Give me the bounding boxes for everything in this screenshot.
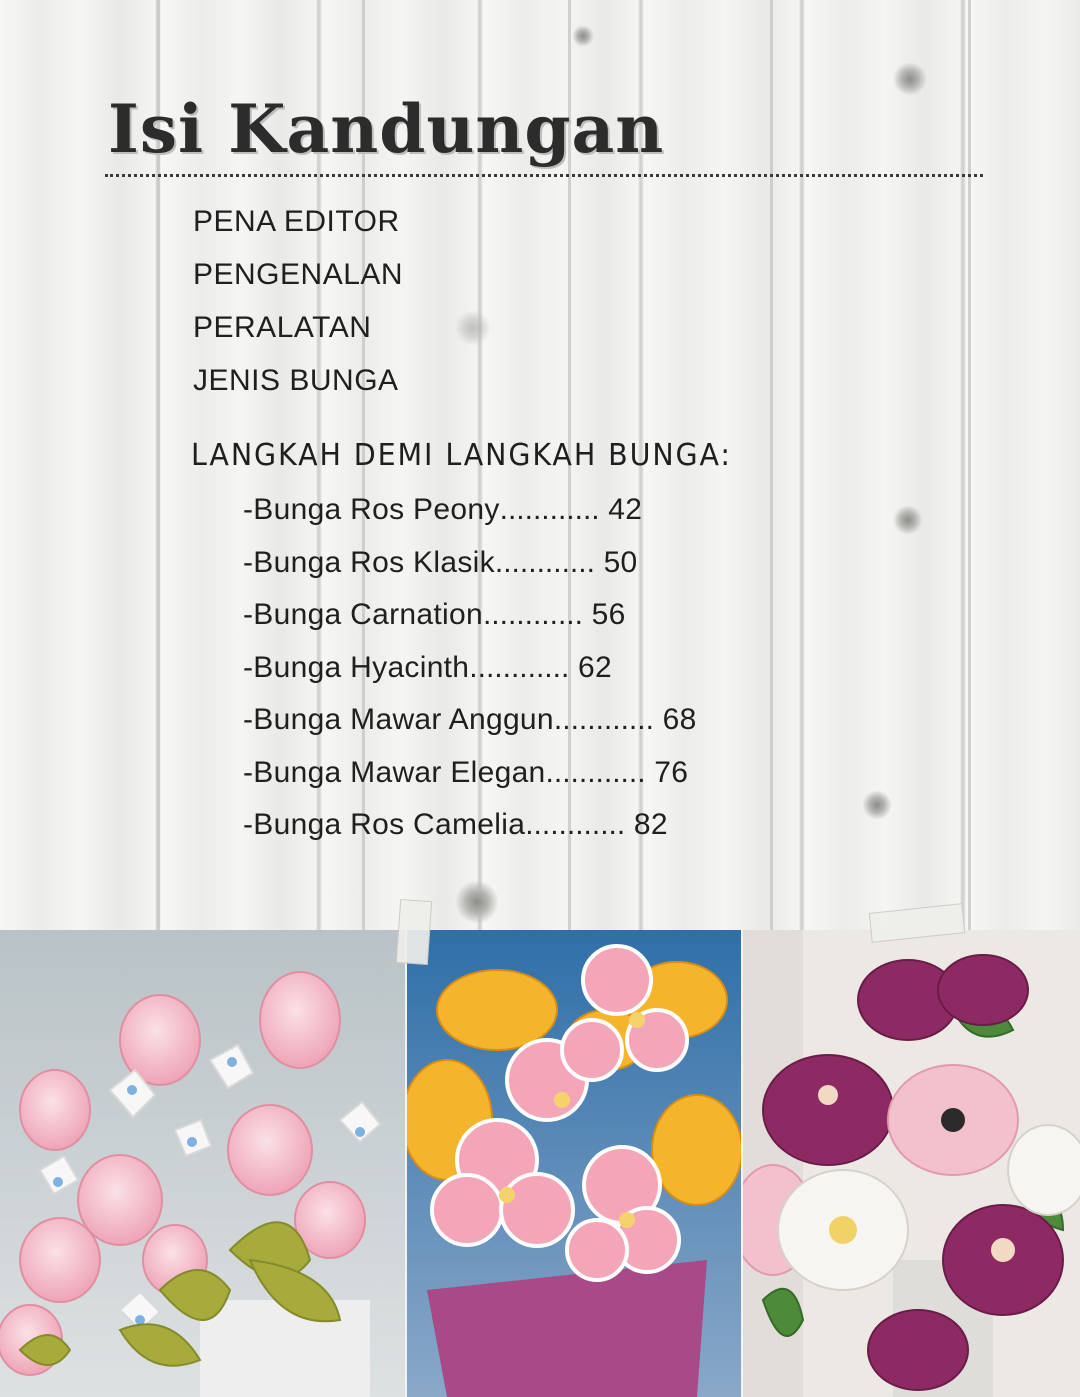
- pink-roses-illustration: [0, 930, 405, 1397]
- toc-label: -Bunga Ros Peony: [243, 493, 500, 526]
- photo-pink-roses: [0, 930, 405, 1397]
- toc-page: 42: [608, 493, 643, 526]
- list-item[interactable]: JENIS BUNGA: [193, 364, 399, 397]
- wood-knot: [893, 62, 927, 96]
- toc-label: -Bunga Mawar Elegan: [243, 755, 546, 789]
- wood-knot: [893, 505, 923, 535]
- plank-seam: [968, 0, 971, 930]
- wood-knot: [862, 790, 892, 820]
- wood-knot: [455, 880, 499, 924]
- toc-entry[interactable]: [243, 696, 697, 749]
- toc-page: 50: [603, 545, 638, 579]
- toc-label: -Bunga Mawar Anggun: [243, 703, 554, 736]
- photo-blossoms: [407, 930, 741, 1397]
- toc-entry[interactable]: [243, 644, 697, 697]
- toc-page: 62: [577, 650, 612, 684]
- toc-label: -Bunga Ros Klasik: [243, 545, 495, 579]
- wood-knot: [455, 310, 491, 346]
- list-item[interactable]: PERALATAN: [193, 311, 372, 344]
- toc-page: 82: [633, 808, 668, 841]
- toc-label: -Bunga Hyacinth: [243, 650, 470, 684]
- title-divider: [105, 174, 983, 177]
- section-heading: LANGKAH DEMI LANGKAH BUNGA:: [191, 438, 732, 473]
- toc-label: -Bunga Ros Camelia: [243, 808, 526, 841]
- toc-dots: ............: [525, 808, 626, 841]
- toc-page: 76: [654, 755, 689, 789]
- wood-knot: [572, 25, 594, 47]
- masking-tape: [396, 899, 432, 965]
- toc-entry[interactable]: [243, 801, 697, 854]
- photo-peonies: [743, 930, 1080, 1397]
- toc-dots: ............: [469, 650, 570, 684]
- peonies-illustration: [743, 930, 1080, 1397]
- toc-dots: ............: [553, 703, 654, 736]
- page-title: Isi Kandungan: [108, 90, 665, 168]
- toc-page: 68: [662, 703, 697, 736]
- front-matter-list: [193, 200, 403, 412]
- toc-entry[interactable]: [243, 486, 697, 539]
- toc-label: -Bunga Carnation: [243, 598, 483, 631]
- table-of-contents: [243, 486, 697, 854]
- toc-entry[interactable]: [243, 591, 697, 644]
- plank-seam: [770, 0, 773, 930]
- toc-page: 56: [591, 598, 626, 631]
- blossoms-illustration: [407, 930, 741, 1397]
- toc-dots: ............: [499, 493, 600, 526]
- toc-dots: ............: [482, 598, 583, 631]
- toc-entry[interactable]: [243, 749, 697, 802]
- toc-dots: ............: [545, 755, 646, 789]
- toc-dots: ............: [494, 545, 595, 579]
- toc-entry[interactable]: [243, 539, 697, 592]
- list-item[interactable]: PENA EDITOR: [193, 205, 400, 238]
- list-item[interactable]: PENGENALAN: [193, 258, 404, 291]
